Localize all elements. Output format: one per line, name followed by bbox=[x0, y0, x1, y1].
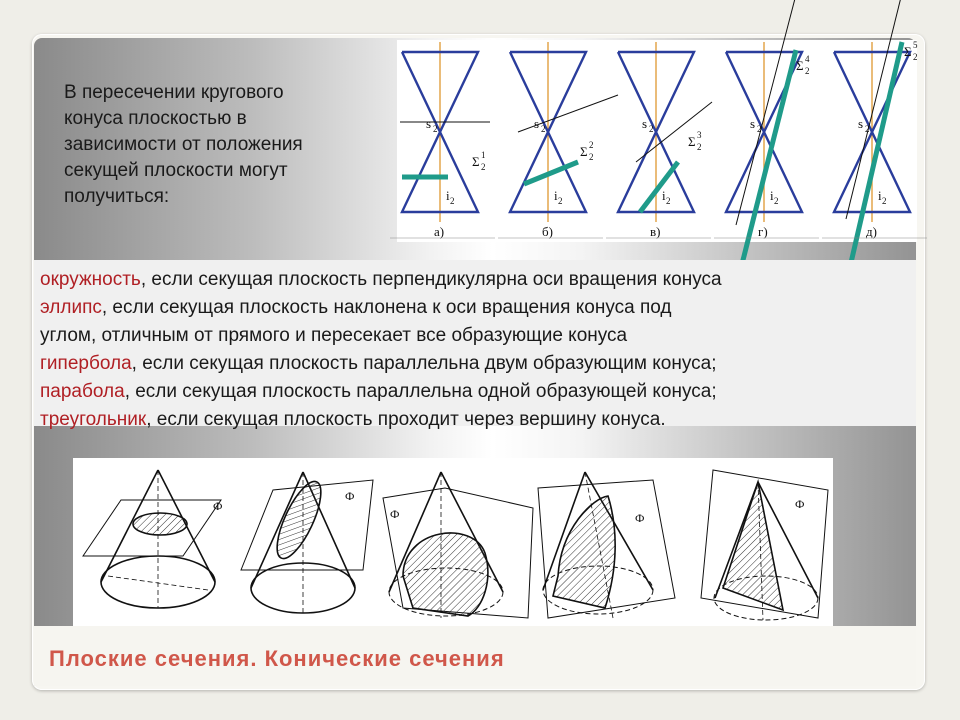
phi-label: Ф bbox=[390, 507, 400, 521]
term-circle: окружность bbox=[40, 269, 141, 290]
cone-panel bbox=[822, 0, 927, 267]
axis-subscript: 2 bbox=[882, 196, 887, 206]
axis-label: i bbox=[878, 188, 882, 203]
axis-label: i bbox=[662, 188, 666, 203]
sigma-superscript: 2 bbox=[589, 140, 594, 150]
definition-hyperbola bbox=[40, 350, 910, 378]
definition-triangle bbox=[40, 406, 910, 434]
sigma-subscript: 2 bbox=[589, 152, 594, 162]
cone-projections-svg bbox=[397, 40, 917, 242]
sigma-subscript: 2 bbox=[481, 162, 486, 172]
definition-text: , если секущая плоскость проходит через вершину конуса. bbox=[146, 409, 666, 430]
sigma-label: Σ bbox=[688, 134, 696, 149]
cone-projection-diagrams bbox=[397, 40, 917, 242]
axis-subscript: 2 bbox=[450, 196, 455, 206]
cone-panel bbox=[498, 42, 618, 239]
sigma-label: Σ bbox=[796, 58, 804, 73]
vertex-subscript: 2 bbox=[541, 124, 546, 134]
cone-panel bbox=[390, 42, 495, 239]
sigma-subscript: 2 bbox=[913, 52, 918, 62]
axis-label: i bbox=[554, 188, 558, 203]
intro-line: зависимости от положения bbox=[64, 134, 303, 155]
definition-ellipse bbox=[40, 294, 910, 322]
term-ellipse: эллипс bbox=[40, 297, 102, 318]
cone-panel bbox=[714, 0, 819, 272]
panel-caption: в) bbox=[650, 224, 661, 239]
axis-label: i bbox=[446, 188, 450, 203]
definition-parabola bbox=[40, 378, 910, 406]
sigma-superscript: 5 bbox=[913, 40, 918, 50]
vertex-label: s bbox=[858, 116, 864, 131]
definition-text: углом, отличным от прямого и пересекает все образующие конуса bbox=[40, 325, 628, 346]
cone-sketches-svg bbox=[73, 458, 833, 626]
term-parabola: парабола bbox=[40, 381, 125, 402]
cone-panel bbox=[606, 42, 712, 239]
sigma-subscript: 2 bbox=[805, 66, 810, 76]
term-triangle: треугольник bbox=[40, 409, 147, 430]
panel-caption: а) bbox=[434, 224, 445, 239]
sigma-label: Σ bbox=[904, 44, 912, 59]
sigma-subscript: 2 bbox=[697, 142, 702, 152]
section-segment bbox=[640, 162, 678, 212]
vertex-subscript: 2 bbox=[865, 124, 870, 134]
sigma-label: Σ bbox=[472, 154, 480, 169]
intro-line: В пересечении кругового bbox=[64, 82, 284, 103]
sigma-superscript: 3 bbox=[697, 130, 702, 140]
definition-circle bbox=[40, 266, 910, 294]
section-segment bbox=[740, 50, 796, 272]
vertex-subscript: 2 bbox=[757, 124, 762, 134]
phi-label: Ф bbox=[345, 489, 355, 503]
vertex-label: s bbox=[750, 116, 756, 131]
sketch-parabola-section bbox=[383, 472, 533, 618]
definitions-list bbox=[40, 266, 910, 434]
term-hyperbola: гипербола bbox=[40, 353, 132, 374]
panel-caption: б) bbox=[542, 224, 553, 239]
sketch-circle-section bbox=[83, 470, 222, 608]
cone-section-sketches bbox=[73, 458, 833, 626]
axis-subscript: 2 bbox=[558, 196, 563, 206]
axis-subscript: 2 bbox=[666, 196, 671, 206]
sketch-ellipse-section bbox=[241, 472, 373, 613]
sketch-triangle-section bbox=[701, 470, 828, 620]
vertex-subscript: 2 bbox=[433, 124, 438, 134]
definition-ellipse-continued bbox=[40, 322, 910, 350]
slide-title: Плоские сечения. Конические сечения bbox=[49, 646, 505, 671]
sigma-label: Σ bbox=[580, 144, 588, 159]
definition-text: , если секущая плоскость параллельна одной образующей конуса; bbox=[124, 381, 717, 402]
axis-subscript: 2 bbox=[774, 196, 779, 206]
phi-label: Ф bbox=[635, 511, 645, 525]
panel-caption: д) bbox=[866, 224, 877, 239]
vertex-label: s bbox=[642, 116, 648, 131]
sigma-superscript: 1 bbox=[481, 150, 486, 160]
sigma-superscript: 4 bbox=[805, 54, 810, 64]
definition-text: , если секущая плоскость перпендикулярна оси вращения конуса bbox=[140, 269, 722, 290]
phi-label: Ф bbox=[795, 497, 805, 511]
intro-line: конуса плоскостью в bbox=[64, 108, 247, 129]
vertex-label: s bbox=[426, 116, 432, 131]
phi-label: Ф bbox=[213, 499, 223, 513]
vertex-subscript: 2 bbox=[649, 124, 654, 134]
intro-text bbox=[64, 80, 384, 210]
intro-line: получиться: bbox=[64, 186, 170, 207]
intro-line: секущей плоскости могут bbox=[64, 160, 288, 181]
panel-caption: г) bbox=[758, 224, 768, 239]
axis-label: i bbox=[770, 188, 774, 203]
definition-text: , если секущая плоскость параллельна двум образующим конуса; bbox=[131, 353, 717, 374]
vertex-label: s bbox=[534, 116, 540, 131]
definition-text: , если секущая плоскость наклонена к оси вращения конуса под bbox=[101, 297, 672, 318]
sketch-hyperbola-section bbox=[538, 472, 675, 618]
